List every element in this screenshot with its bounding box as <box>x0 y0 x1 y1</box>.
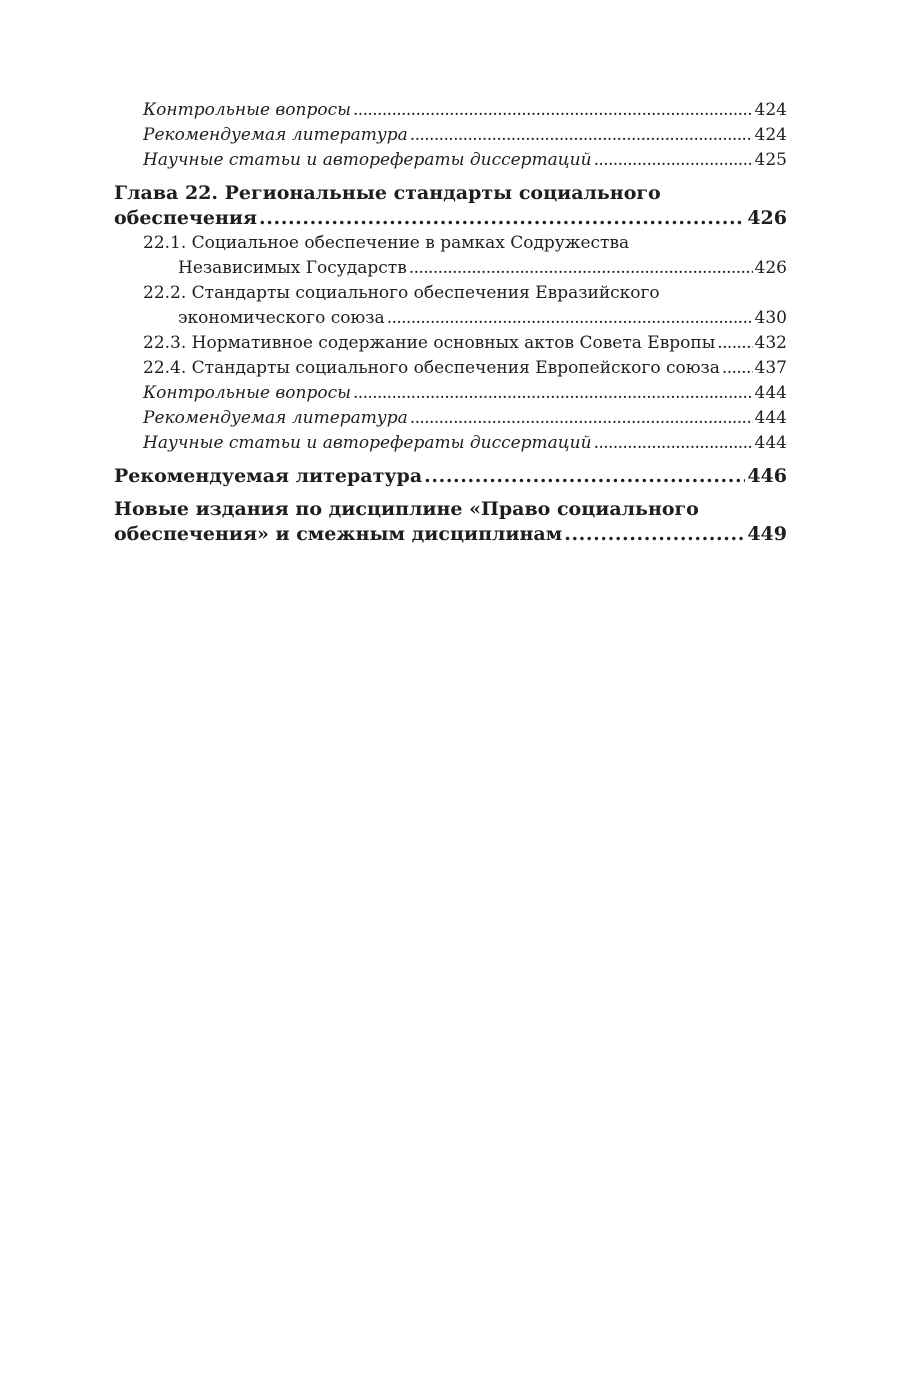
toc-item-recommended-literature[interactable] <box>114 406 787 431</box>
dot-leader <box>259 206 745 231</box>
toc-page-number: 430 <box>754 308 787 328</box>
toc-page-number: 437 <box>754 358 787 378</box>
dot-leader <box>717 331 752 356</box>
toc-section-22-2[interactable] <box>114 281 787 331</box>
toc-item-scientific-articles[interactable] <box>114 431 787 456</box>
toc-item-label: Научные статьи и авторефераты диссертаций <box>143 433 592 453</box>
section-title-line1: 22.2. Стандарты социального обеспечения Евразийского <box>143 283 660 303</box>
toc-item-control-questions[interactable] <box>114 381 787 406</box>
toc-page-number: 426 <box>754 258 787 278</box>
dot-leader <box>409 256 753 281</box>
toc-item-scientific-articles[interactable] <box>114 148 787 173</box>
section-title: 22.4. Стандарты социального обеспечения Европейского союза <box>143 358 720 378</box>
toc-page-number: 449 <box>747 523 787 545</box>
table-of-contents <box>114 98 787 547</box>
toc-page-number: 432 <box>754 333 787 353</box>
dot-leader <box>424 464 745 489</box>
toc-item-label: Рекомендуемая литература <box>143 125 408 145</box>
chapter-title-line2: обеспечения <box>114 207 258 229</box>
toc-item-control-questions[interactable] <box>114 98 787 123</box>
toc-item-recommended-literature[interactable] <box>114 123 787 148</box>
toc-page-number: 444 <box>754 408 787 428</box>
toc-major-label: Рекомендуемая литература <box>114 465 423 487</box>
toc-item-label: Научные статьи и авторефераты диссертаций <box>143 150 592 170</box>
section-title-line2: экономического союза <box>178 308 385 328</box>
toc-section-22-1[interactable] <box>114 231 787 281</box>
toc-page-number: 425 <box>754 150 787 170</box>
section-title-line1: 22.1. Социальное обеспечение в рамках Содружества <box>143 233 630 253</box>
toc-item-label: Контрольные вопросы <box>143 100 351 120</box>
dot-leader <box>387 306 753 331</box>
toc-recommended-literature[interactable] <box>114 464 787 489</box>
toc-page-number: 444 <box>754 383 787 403</box>
toc-page-number: 424 <box>754 100 787 120</box>
dot-leader <box>594 148 753 173</box>
dot-leader <box>564 522 745 547</box>
toc-page-number: 444 <box>754 433 787 453</box>
new-editions-line1: Новые издания по дисциплине «Право социального <box>114 498 699 520</box>
chapter-title-line1: Глава 22. Региональные стандарты социального <box>114 182 661 204</box>
dot-leader <box>410 123 753 148</box>
new-editions-line2: обеспечения» и смежным дисциплинам <box>114 523 563 545</box>
toc-page-number: 426 <box>747 207 787 229</box>
dot-leader <box>722 356 753 381</box>
toc-item-label: Контрольные вопросы <box>143 383 351 403</box>
dot-leader <box>353 98 753 123</box>
toc-page-number: 446 <box>747 465 787 487</box>
toc-new-editions[interactable] <box>114 497 787 547</box>
toc-chapter-22[interactable] <box>114 181 787 231</box>
section-title: 22.3. Нормативное содержание основных актов Совета Европы <box>143 333 716 353</box>
toc-item-label: Рекомендуемая литература <box>143 408 408 428</box>
toc-page-number: 424 <box>754 125 787 145</box>
dot-leader <box>410 406 753 431</box>
dot-leader <box>594 431 753 456</box>
dot-leader <box>353 381 753 406</box>
toc-section-22-3[interactable] <box>114 331 787 356</box>
section-title-line2: Независимых Государств <box>178 258 407 278</box>
toc-section-22-4[interactable] <box>114 356 787 381</box>
